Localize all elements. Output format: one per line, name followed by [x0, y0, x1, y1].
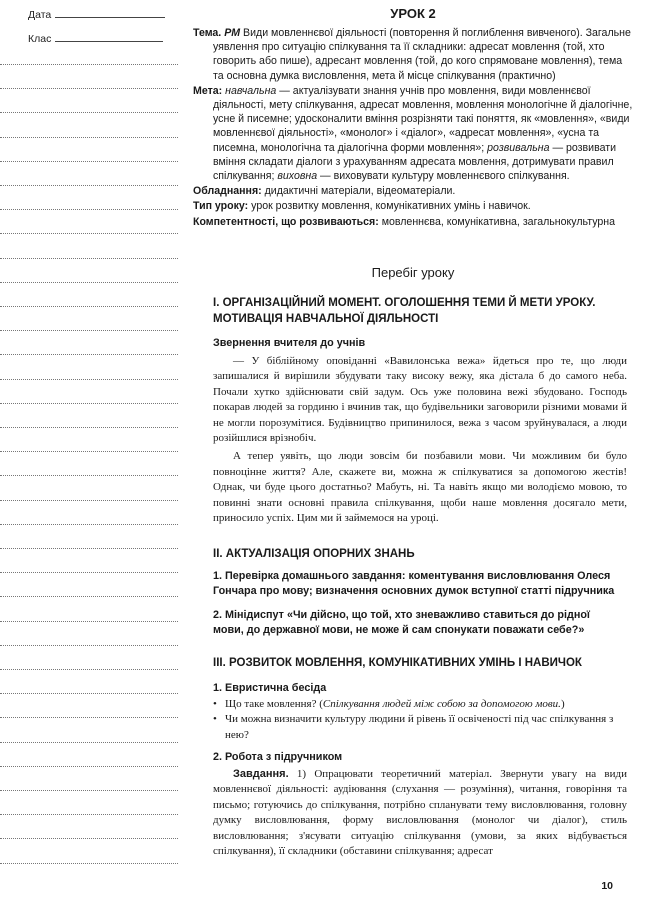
bullet2-text: Чи можна визначити культуру людини й рівень її освіченості під час спілкування з нею?	[225, 713, 614, 741]
section3-sub-1: 1. Евристична бесіда	[213, 682, 327, 694]
main-content	[193, 0, 633, 900]
topic-rm: РМ	[224, 27, 241, 39]
topic-line	[193, 26, 633, 83]
note-line	[0, 838, 178, 839]
lesson-type-label: Тип уроку:	[193, 200, 249, 213]
equipment-label: Обладнання:	[193, 185, 262, 198]
task-label: Завдання.	[233, 768, 289, 780]
list-item	[213, 712, 627, 743]
note-line	[0, 766, 178, 767]
goal-dev-label: розвивальна	[487, 141, 550, 154]
section1-heading: I. ОРГАНІЗАЦІЙНИЙ МОМЕНТ. ОГОЛОШЕННЯ ТЕМИ Й МЕТИ УРОКУ. МОТИВАЦІЯ НАВЧАЛЬНОЇ ДІЯЛЬНОСТІ	[213, 297, 596, 325]
note-line	[0, 863, 178, 864]
note-line	[0, 717, 178, 718]
section1-body	[213, 354, 627, 526]
note-line	[0, 403, 178, 404]
note-line	[0, 161, 178, 162]
note-line	[0, 282, 178, 283]
note-line	[0, 475, 178, 476]
date-line	[55, 8, 165, 18]
class-field[interactable]	[28, 32, 163, 45]
competence-line	[193, 215, 633, 229]
section2-heading: II. АКТУАЛІЗАЦІЯ ОПОРНИХ ЗНАНЬ	[213, 548, 415, 560]
note-line	[0, 112, 178, 113]
note-line	[0, 572, 178, 573]
note-line	[0, 596, 178, 597]
equipment-text: дидактичні матеріали, відеоматеріали.	[261, 185, 456, 198]
class-label: Клас	[28, 33, 52, 45]
note-line	[0, 379, 178, 380]
note-line	[0, 427, 178, 428]
note-line	[0, 621, 178, 622]
note-line	[0, 330, 178, 331]
lesson-type-text: урок розвитку мовлення, комунікативних умінь і навичок.	[248, 200, 531, 213]
competence-label: Компетентності, що розвиваються:	[193, 215, 379, 228]
goal-ed-text: — виховувати культуру мовленнєвого спілкування.	[317, 170, 570, 183]
left-margin	[0, 0, 182, 900]
goal-edu-label: навчальна	[225, 84, 277, 97]
section3-heading: III. РОЗВИТОК МОВЛЕННЯ, КОМУНІКАТИВНИХ УМІНЬ І НАВИЧОК	[213, 657, 582, 669]
date-label: Дата	[28, 9, 52, 21]
bullet1-question: Що таке мовлення? (	[225, 698, 323, 710]
note-line	[0, 306, 178, 307]
section2-item-1: 1. Перевірка домашнього завдання: коментування висловлювання Олеся Гончара про мову; визначення основних думок вступної статті підручника	[213, 570, 615, 597]
note-line	[0, 524, 178, 525]
note-line	[0, 209, 178, 210]
note-line	[0, 814, 178, 815]
topic-label: Тема.	[193, 27, 222, 39]
equipment-line	[193, 184, 633, 198]
note-line	[0, 742, 178, 743]
note-line	[0, 233, 178, 234]
bullet-icon: •	[213, 698, 217, 710]
goal-label: Мета:	[193, 84, 223, 97]
note-line	[0, 88, 178, 89]
section1-paragraph-1: — У біблійному оповіданні «Вавилонська вежа» йдеться про те, що люди запишалися й вирішили збудувати таку високу вежу, яка дістала б до самого неба. Почали хутко здійснювати свій задум. Ось уже половина вежі збудовано. Господь покарав людей за гординю і вчинив так, що будівельники заговорили різними мовами й не могли порозумітися. Будівництво припинилося, вежа з часом зруйнувалася, а люди розійшлися врізнобіч.	[213, 355, 627, 445]
bullet-icon: •	[213, 713, 217, 726]
note-line	[0, 548, 178, 549]
lesson-title: УРОК 2	[390, 6, 436, 21]
note-line	[0, 790, 178, 791]
note-line	[0, 258, 178, 259]
topic-text: Види мовленнєвої діяльності (повторення й поглиблення вивченого). Загальне уявлення про ситуацію спілкування та її складники: адресат мовлення (той, хто говорить або пише), адресант мовлення (той, до кого спрямоване мовлення), тема та основна думка висловлення, мета й місце спілкування (практично)	[213, 27, 631, 82]
class-line	[55, 32, 163, 42]
task-text: 1) Опрацювати теоретичний матеріал. Звернути увагу на види мовленнєвої діяльності: аудіювання (слухання — розуміння), читання, говоріння та письмо; готуючись до спілкування, потрібно спланувати тему висловлювання, головну думку висловлювання, форму висловлювання (монолог чи діалог), стиль висловлювання; з'ясувати ситуацію спілкування (умови, за яких відбувається спілкування), її складники (обставини спілкування; адресат	[213, 768, 627, 858]
goal-edu-text: — актуалізувати знання учнів про мовлення, види мовленнєвої діяльності, мету спілкування, адресат мовлення, мовлення монологічне й діалогічне, усне й писемне; удосконалити вміння розрізняти такі поняття, як «мовлення», «види мовленнєвої діяльності», «монолог» і «діалог», «адресат мовлення», «усна та писемна, монологічна та діалогічна форми мовлення»;	[213, 84, 633, 154]
note-line	[0, 354, 178, 355]
lesson-meta	[193, 26, 633, 230]
note-line	[0, 645, 178, 646]
bullet1-answer: Спілкування людей між собою за допомогою мови.	[322, 698, 561, 710]
page-number: 10	[601, 880, 613, 892]
section2-item-2: 2. Мінідиспут «Чи дійсно, що той, хто зневажливо ставиться до рідної мови, до державної мови, не може й сам спонукати поважати себе?»	[213, 609, 590, 636]
goal-dev-text: — розвивати вміння складати діалоги з урахуванням адресата мовлення, дотримувати правил спілкування;	[213, 141, 617, 183]
note-line	[0, 669, 178, 670]
list-item	[213, 697, 627, 712]
section3-sub-2: 2. Робота з підручником	[213, 751, 343, 763]
note-line	[0, 137, 178, 138]
section1-paragraph-2: А тепер уявіть, що люди зовсім би позбавили мови. Чи можливим би було повноцінне життя? Але, скажете ви, можна ж спілкуватися за допомогою жестів! Однак, чи буде цього достатньо? Мабуть, ні. Та навіть якщо ми володіємо мовою, то повинні знати основні правила спілкування, щоби наше мовлення досягало мети, приносило успіх. Цим ми й займемося на уроці.	[213, 450, 627, 525]
goal-ed-label: виховна	[277, 170, 318, 183]
section3-task	[213, 767, 627, 859]
section3-bullets	[213, 697, 627, 743]
date-field[interactable]	[28, 8, 165, 21]
note-line	[0, 185, 178, 186]
note-line	[0, 451, 178, 452]
lesson-type-line	[193, 199, 633, 213]
note-line	[0, 500, 178, 501]
section1-subheading: Звернення вчителя до учнів	[213, 337, 366, 349]
bullet1-end: )	[560, 698, 565, 710]
note-line	[0, 64, 178, 65]
note-line	[0, 693, 178, 694]
goal-line	[193, 84, 633, 183]
course-title: Перебіг уроку	[371, 265, 455, 280]
competence-text: мовленнєва, комунікативна, загальнокультурна	[378, 215, 616, 228]
